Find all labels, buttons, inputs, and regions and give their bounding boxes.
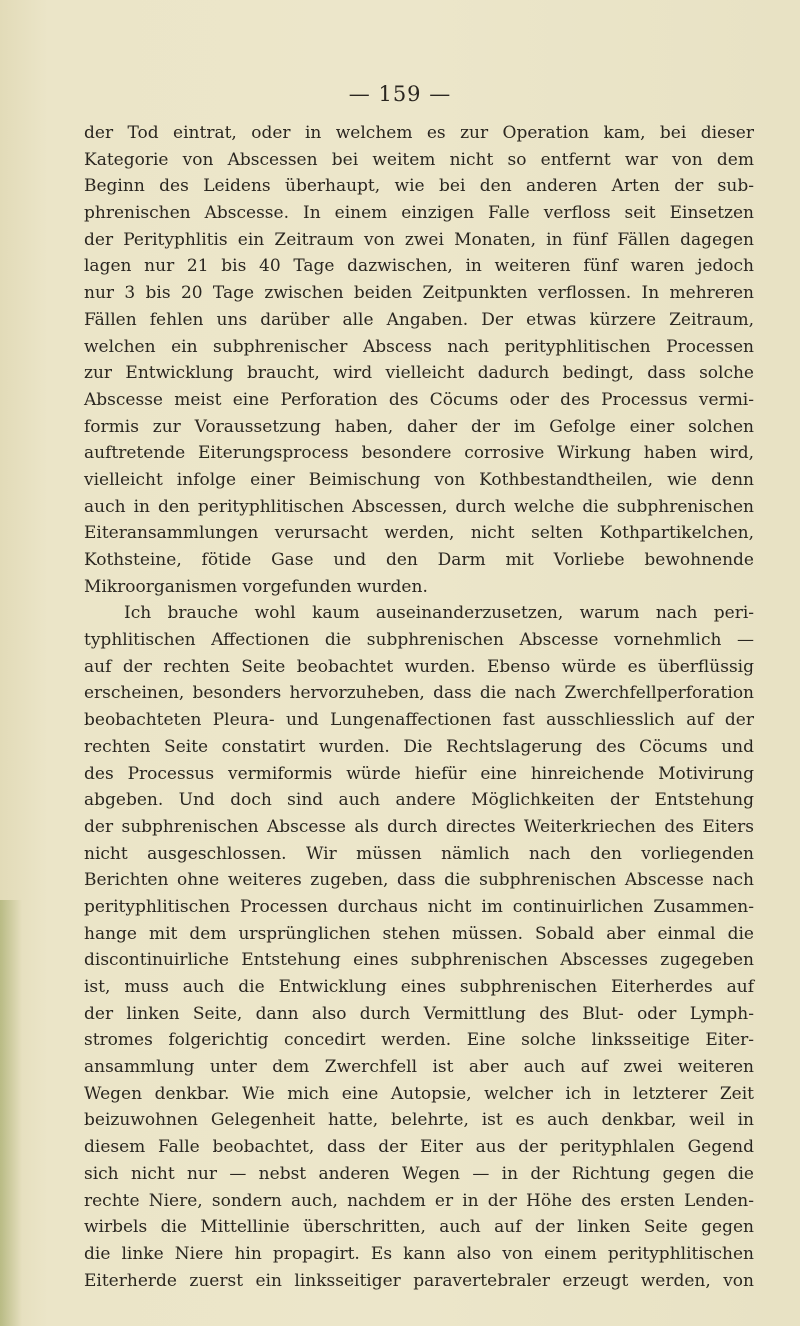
page-edge-shadow	[0, 900, 22, 1326]
text-line: lagen nur 21 bis 40 Tage dazwischen, in weiteren fünf waren jedoch	[84, 256, 754, 277]
text-line: nur 3 bis 20 Tage zwischen beiden Zeitpunkten verflossen. In mehreren	[84, 283, 754, 304]
text-line: die linke Niere hin propagirt. Es kann also von einem perityphlitischen	[84, 1243, 754, 1264]
text-line: ist, muss auch die Entwicklung eines subphrenischen Eiterherdes auf	[84, 977, 754, 997]
paragraph-start-line: Ich brauche wohl kaum auseinanderzusetzen, warum nach peri-	[124, 603, 754, 624]
text-line: perityphlitischen Processen durchaus nicht im continuirlichen Zusammen-	[84, 896, 754, 917]
text-line: hange mit dem ursprünglichen stehen müssen. Sobald aber einmal die	[84, 923, 754, 944]
text-line: auftretende Eiterungsprocess besondere corrosive Wirkung haben wird,	[84, 443, 754, 464]
text-line: zur Entwicklung braucht, wird vielleicht dadurch bedingt, dass solche	[84, 363, 754, 384]
text-line: diesem Falle beobachtet, dass der Eiter aus der perityphlalen Gegend	[84, 1137, 754, 1158]
text-line: vielleicht infolge einer Beimischung von Kothbestandtheilen, wie denn	[84, 469, 754, 490]
text-line: discontinuirliche Entstehung eines subphrenischen Abscesses zugegeben	[84, 950, 754, 971]
text-line: nicht ausgeschlossen. Wir müssen nämlich nach den vorliegenden	[84, 843, 754, 864]
text-line: sich nicht nur — nebst anderen Wegen — in der Richtung gegen die	[84, 1163, 754, 1184]
text-line: Eiteransammlungen verursacht werden, nicht selten Kothpartikelchen,	[84, 523, 754, 544]
text-line: phrenischen Abscesse. In einem einzigen Falle verfloss seit Einsetzen	[84, 203, 754, 224]
text-line: stromes folgerichtig concedirt werden. Eine solche linksseitige Eiter-	[84, 1030, 754, 1051]
text-line: der subphrenischen Abscesse als durch directes Weiterkriechen des Eiters	[84, 816, 754, 837]
text-line: der Perityphlitis ein Zeitraum von zwei Monaten, in fünf Fällen dagegen	[84, 229, 754, 250]
text-line: des Processus vermiformis würde hiefür eine hinreichende Motivirung	[84, 763, 754, 784]
text-line: welchen ein subphrenischer Abscess nach perityphlitischen Processen	[84, 336, 754, 357]
text-line: beobachteten Pleura- und Lungenaffectionen fast ausschliesslich auf der	[84, 710, 754, 731]
text-line: ansammlung unter dem Zwerchfell ist aber auch auf zwei weiteren	[84, 1057, 754, 1078]
text-line: Abscesse meist eine Perforation des Cöcums oder des Processus vermi-	[84, 389, 754, 410]
text-line: Eiterherde zuerst ein linksseitiger paravertebraler erzeugt werden, von	[84, 1270, 754, 1291]
text-line: beizuwohnen Gelegenheit hatte, belehrte, ist es auch denkbar, weil in	[84, 1110, 754, 1131]
text-line: auf der rechten Seite beobachtet wurden. Ebenso würde es überflüssig	[84, 656, 754, 677]
text-line: typhlitischen Affectionen die subphrenischen Abscesse vornehmlich —	[84, 630, 754, 651]
text-line: wirbels die Mittellinie überschritten, auch auf der linken Seite gegen	[84, 1217, 754, 1238]
text-line: der Tod eintrat, oder in welchem es zur Operation kam, bei dieser	[84, 123, 754, 143]
text-line: formis zur Voraussetzung haben, daher der im Gefolge einer solchen	[84, 416, 754, 437]
page-number: — 159 —	[348, 82, 452, 106]
text-line: Fällen fehlen uns darüber alle Angaben. Der etwas kürzere Zeitraum,	[84, 309, 754, 330]
text-line: Kothsteine, fötide Gase und den Darm mit Vorliebe bewohnende	[84, 550, 754, 570]
body-text	[84, 120, 754, 1294]
text-line: rechte Niere, sondern auch, nachdem er in der Höhe des ersten Lenden-	[84, 1190, 754, 1211]
text-line: Berichten ohne weiteres zugeben, dass die subphrenischen Abscesse nach	[84, 870, 754, 891]
text-line: Wegen denkbar. Wie mich eine Autopsie, welcher ich in letzterer Zeit	[84, 1083, 754, 1104]
text-line: auch in den perityphlitischen Abscessen, durch welche die subphrenischen	[84, 496, 754, 517]
text-line: Beginn des Leidens überhaupt, wie bei den anderen Arten der sub-	[84, 176, 754, 197]
text-line: der linken Seite, dann also durch Vermittlung des Blut- oder Lymph-	[84, 1003, 754, 1024]
text-line: Kategorie von Abscessen bei weitem nicht so entfernt war von dem	[84, 149, 754, 170]
text-line: Mikroorganismen vorgefunden wurden.	[84, 576, 428, 597]
text-line: erscheinen, besonders hervorzuheben, dass die nach Zwerchfellperforation	[84, 683, 754, 704]
text-line: rechten Seite constatirt wurden. Die Rechtslagerung des Cöcums und	[84, 736, 754, 757]
text-line: abgeben. Und doch sind auch andere Möglichkeiten der Entstehung	[84, 790, 754, 811]
